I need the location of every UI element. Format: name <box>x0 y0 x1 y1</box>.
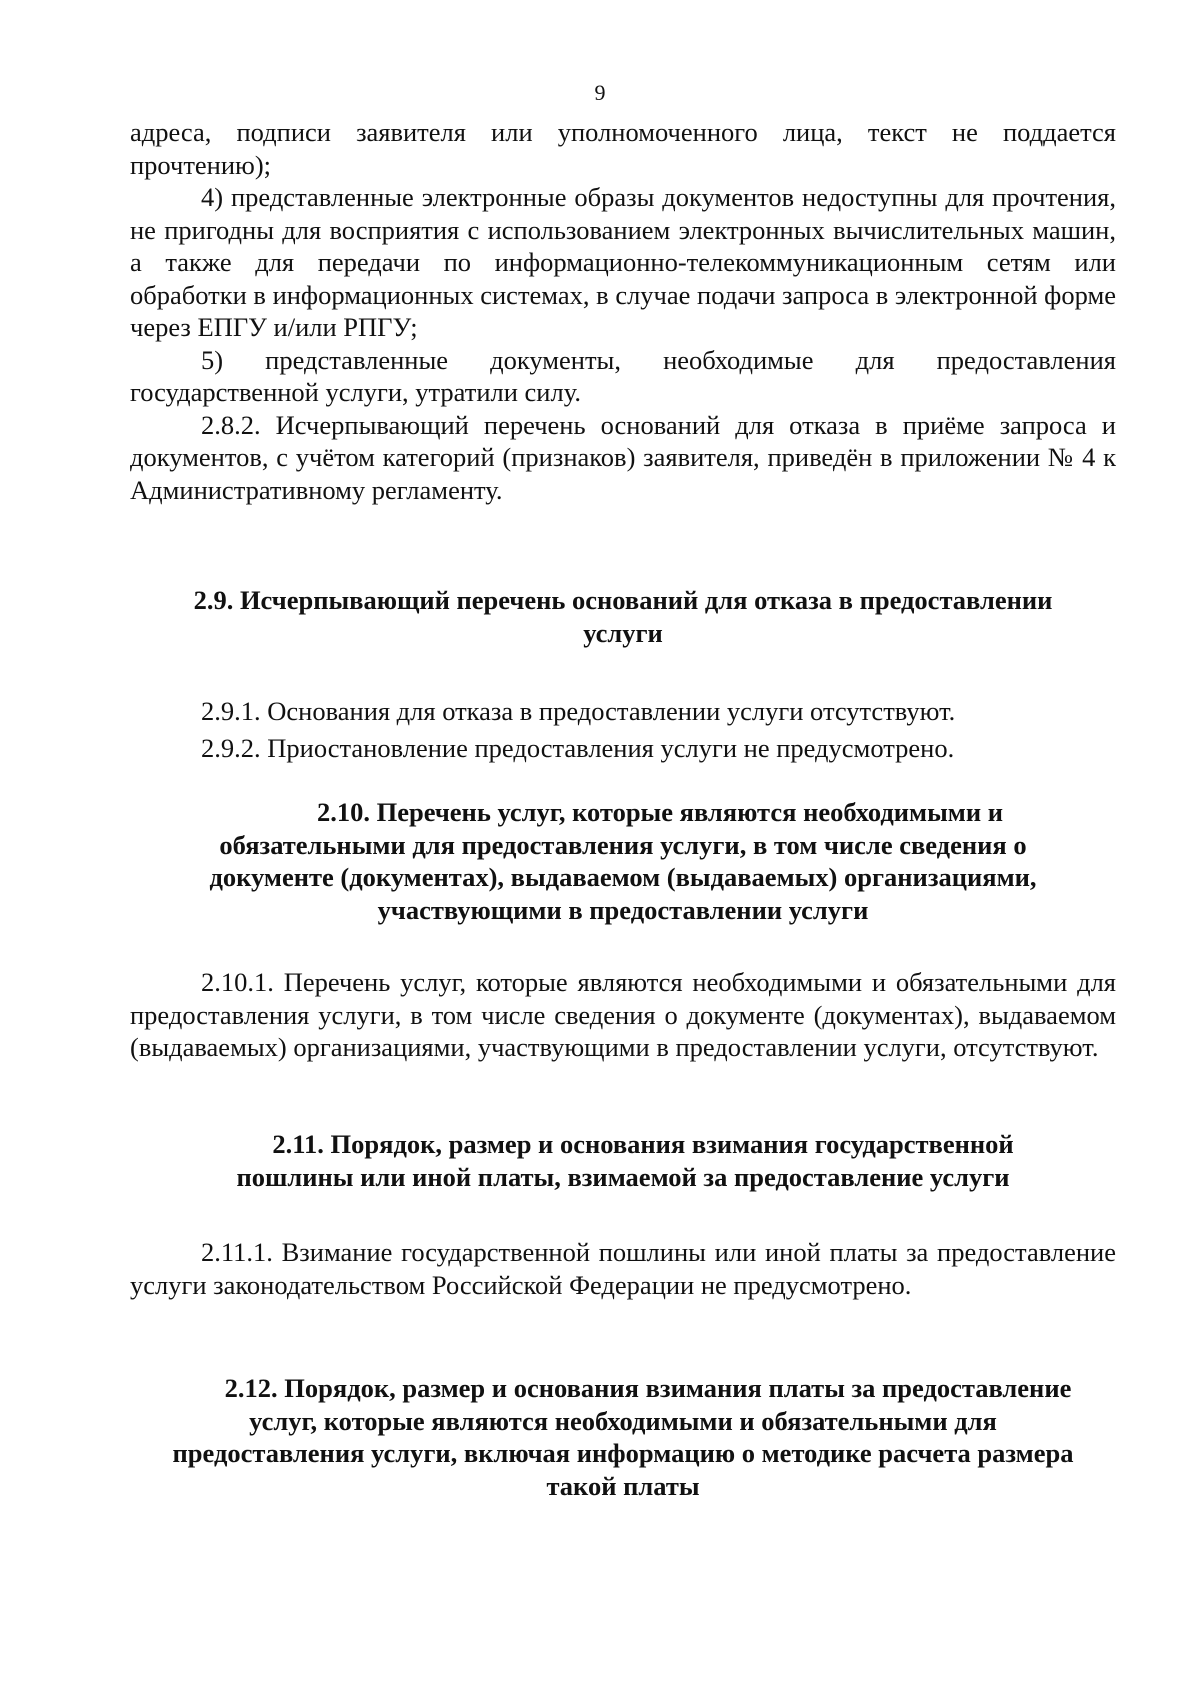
section-2-10-body <box>130 966 1116 1064</box>
heading-2-10 <box>130 796 1116 926</box>
heading-2-12 <box>130 1372 1116 1502</box>
paragraph-2-9-1: 2.9.1. Основания для отказа в предоставлении услуги отсутствуют. <box>201 696 956 726</box>
heading-2-10-line2: обязательными для предоставления услуги, в том числе сведения о <box>219 829 1027 860</box>
section-2-11 <box>130 1128 1116 1193</box>
paragraph-2-10-1: 2.10.1. Перечень услуг, которые являются необходимыми и обязательными для предоставления услуги, в том числе сведения о документе (документах), выдаваемом (выдаваемых) организациями, участвующими в предоставлении услуги, отсутствуют. <box>130 967 1116 1062</box>
section-2-12 <box>130 1372 1116 1502</box>
paragraph-item-4: 4) представленные электронные образы документов недоступны для прочтения, не пригодны для восприятия с использованием электронных вычислительных машин, а также для передачи по информационно-телекоммуникационным сетям или обработки в информационных системах, в случае подачи запроса в электронной форме через ЕПГУ и/или РПГУ; <box>130 182 1116 342</box>
section-2-9 <box>130 584 1116 649</box>
heading-2-12-line1: 2.12. Порядок, размер и основания взимания платы за предоставление <box>224 1373 1072 1403</box>
paragraph-address-continuation-line1: адреса, подписи заявителя или уполномоченного лица, текст не поддается <box>130 117 1116 147</box>
section-2-10 <box>130 796 1116 926</box>
paragraph-2-9-2: 2.9.2. Приостановление предоставления услуги не предусмотрено. <box>201 732 955 763</box>
section-2-11-body <box>130 1236 1116 1301</box>
heading-2-12-line3: предоставления услуги, включая информацию о методике расчета размера <box>172 1438 1074 1468</box>
page-number: 9 <box>594 80 606 105</box>
heading-2-9 <box>130 584 1116 649</box>
heading-2-11-line2: пошлины или иной платы, взимаемой за предоставление услуги <box>236 1161 1010 1192</box>
heading-2-9-line1: 2.9. Исчерпывающий перечень оснований для отказа в предоставлении <box>193 585 1053 615</box>
paragraph-item-5: 5) представленные документы, необходимые для предоставления государственной услуги, утратили силу. <box>130 344 1116 407</box>
heading-2-10-line1: 2.10. Перечень услуг, которые являются необходимыми и <box>317 797 1003 827</box>
section-2-9-body <box>130 695 1116 764</box>
heading-2-10-line4: участвующими в предоставлении услуги <box>377 894 869 925</box>
section-2-8-continuation <box>130 116 1116 506</box>
paragraph-2-11-1: 2.11.1. Взимание государственной пошлины или иной платы за предоставление услуги законодательством Российской Федерации не предусмотрено. <box>130 1237 1116 1300</box>
heading-2-11 <box>130 1128 1116 1193</box>
heading-2-12-line2: услуг, которые являются необходимыми и обязательными для <box>249 1405 997 1436</box>
heading-2-10-line3: документе (документах), выдаваемом (выдаваемых) организациями, <box>209 862 1037 892</box>
paragraph-address-continuation-line2: прочтению); <box>130 149 272 180</box>
heading-2-9-line2: услуги <box>583 617 663 648</box>
heading-2-12-line4: такой платы <box>546 1470 700 1501</box>
paragraph-2-8-2: 2.8.2. Исчерпывающий перечень оснований для отказа в приёме запроса и документов, с учётом категорий (признаков) заявителя, приведён в приложении № 4 к Административному регламенту. <box>130 409 1116 505</box>
heading-2-11-line1: 2.11. Порядок, размер и основания взимания государственной <box>272 1129 1014 1159</box>
